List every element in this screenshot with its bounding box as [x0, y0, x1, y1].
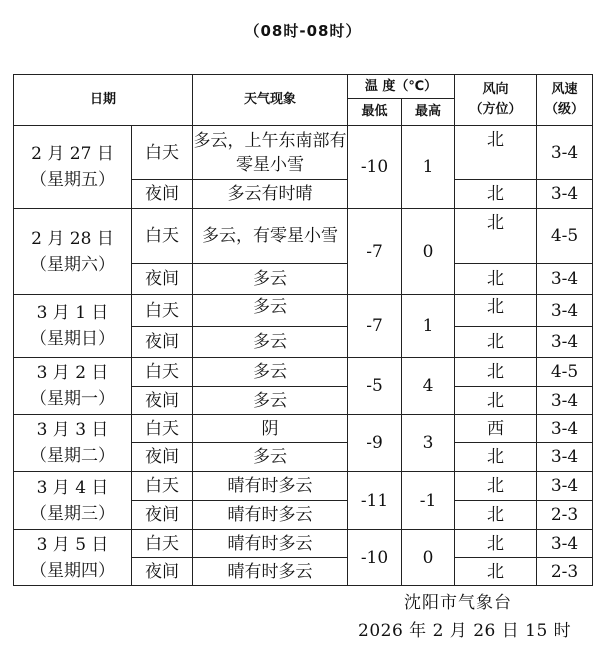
wind-speed: 4-5: [537, 358, 593, 387]
temp-low: -5: [348, 358, 402, 415]
date-label: 3 月 1 日: [36, 303, 109, 323]
date-cell: [14, 295, 132, 358]
date-label: 2 月 28 日: [31, 228, 114, 249]
date-cell: [14, 358, 132, 415]
date-label: 3 月 2 日: [36, 363, 109, 383]
header-temperature: 温 度（℃）: [348, 75, 455, 99]
wind-direction: 北: [455, 558, 537, 586]
header-high: 最高: [402, 99, 455, 126]
weather-text: 多云: [193, 295, 348, 327]
date-label: 3 月 5 日: [36, 534, 109, 555]
wind-direction: 北: [455, 358, 537, 387]
temp-high: 0: [402, 530, 455, 586]
date-label: 3 月 4 日: [36, 477, 109, 498]
wind-direction: 北: [455, 180, 537, 209]
header-wind-speed-line1: 风速: [551, 82, 578, 97]
wind-speed: 3-4: [537, 264, 593, 295]
forecast-table: [13, 74, 593, 586]
date-label: 3 月 3 日: [36, 420, 109, 440]
temp-low: -10: [348, 126, 402, 209]
weather-text: 晴有时多云: [193, 472, 348, 501]
header-low: 最低: [348, 99, 402, 126]
weather-text: 多云，上午东南部有零星小雪: [193, 126, 348, 180]
header-date: 日期: [14, 75, 193, 126]
table-header: [14, 75, 593, 126]
weekday-label: （星期四）: [30, 560, 115, 581]
temp-high: 1: [402, 126, 455, 209]
wind-speed: 3-4: [537, 530, 593, 558]
temp-low: -11: [348, 472, 402, 530]
weekday-label: （星期三）: [30, 503, 115, 524]
issued-time: 2026 年 2 月 26 日 15 时: [358, 621, 572, 641]
header-wind-direction-line1: 风向: [482, 82, 509, 97]
wind-direction-cell: [455, 209, 537, 264]
wind-speed: 3-4: [537, 126, 593, 180]
weather-text: 多云有时晴: [193, 180, 348, 209]
wind-direction: 北: [455, 264, 537, 295]
wind-speed: 3-4: [537, 472, 593, 501]
header-wind-speed-line2: （级）: [545, 102, 585, 117]
temp-low: -9: [348, 415, 402, 472]
period-label: 白天: [132, 358, 193, 387]
temp-high: -1: [402, 472, 455, 530]
period-label: 夜间: [132, 501, 193, 530]
period-label: 白天: [132, 530, 193, 558]
wind-speed: 4-5: [537, 209, 593, 264]
period-label: 白天: [132, 295, 193, 327]
period-label: 白天: [132, 472, 193, 501]
period-label: 夜间: [132, 264, 193, 295]
weather-text: 多云: [193, 387, 348, 415]
wind-direction: 北: [455, 443, 537, 472]
temp-high: 4: [402, 358, 455, 415]
temp-high: 1: [402, 295, 455, 358]
temp-high: 0: [402, 209, 455, 295]
temp-low: -7: [348, 295, 402, 358]
temp-high: 3: [402, 415, 455, 472]
period-label: 夜间: [132, 558, 193, 586]
date-cell: [14, 530, 132, 586]
temp-low: -10: [348, 530, 402, 586]
wind-speed: 3-4: [537, 387, 593, 415]
weekday-label: （星期日）: [30, 329, 115, 349]
date-cell: [14, 472, 132, 530]
weather-text: 多云: [193, 264, 348, 295]
date-label: 2 月 27 日: [31, 144, 114, 164]
weather-text: 多云: [193, 358, 348, 387]
weather-text: 阴: [193, 415, 348, 443]
weekday-label: （星期六）: [30, 254, 115, 275]
weekday-label: （星期一）: [30, 389, 115, 409]
header-wind-direction-line2: （方位）: [469, 102, 522, 117]
wind-speed: 3-4: [537, 443, 593, 472]
date-cell: [14, 209, 132, 295]
table-row: [14, 295, 593, 327]
wind-speed: 3-4: [537, 415, 593, 443]
wind-speed: 3-4: [537, 327, 593, 358]
period-label: 夜间: [132, 180, 193, 209]
wind-direction: 北: [487, 213, 505, 233]
table-row: [14, 472, 593, 501]
table-row: [14, 209, 593, 264]
period-label: 夜间: [132, 327, 193, 358]
weather-text: 多云，有零星小雪: [193, 209, 348, 264]
period-label: 白天: [132, 126, 193, 180]
header-weather: 天气现象: [193, 75, 348, 126]
period-label: 白天: [132, 209, 193, 264]
period-label: 白天: [132, 415, 193, 443]
weather-text: 晴有时多云: [193, 558, 348, 586]
forecast-subtitle: （08时-08时）: [244, 22, 362, 40]
issuer-name: 沈阳市气象台: [404, 593, 512, 613]
wind-direction: 北: [487, 130, 505, 150]
weather-text: 晴有时多云: [193, 501, 348, 530]
wind-direction: 北: [455, 295, 537, 327]
weather-text: 晴有时多云: [193, 530, 348, 558]
table-row: [14, 530, 593, 558]
weather-text: 多云: [193, 327, 348, 358]
wind-speed: 2-3: [537, 501, 593, 530]
wind-speed: 3-4: [537, 180, 593, 209]
wind-direction: 北: [455, 501, 537, 530]
wind-direction: 西: [455, 415, 537, 443]
weekday-label: （星期二）: [30, 446, 115, 466]
period-label: 夜间: [132, 387, 193, 415]
wind-direction: 北: [455, 472, 537, 501]
table-row: [14, 126, 593, 180]
wind-direction: 北: [455, 387, 537, 415]
header-wind-speed: [537, 75, 593, 126]
header-wind-direction: [455, 75, 537, 126]
table-row: [14, 415, 593, 443]
weather-text: 多云: [193, 443, 348, 472]
table-row: [14, 358, 593, 387]
date-cell: [14, 415, 132, 472]
date-cell: [14, 126, 132, 209]
wind-speed: 3-4: [537, 295, 593, 327]
weekday-label: （星期五）: [30, 170, 115, 190]
wind-direction-cell: [455, 126, 537, 180]
period-label: 夜间: [132, 443, 193, 472]
wind-speed: 2-3: [537, 558, 593, 586]
wind-direction: 北: [455, 530, 537, 558]
temp-low: -7: [348, 209, 402, 295]
wind-direction: 北: [455, 327, 537, 358]
